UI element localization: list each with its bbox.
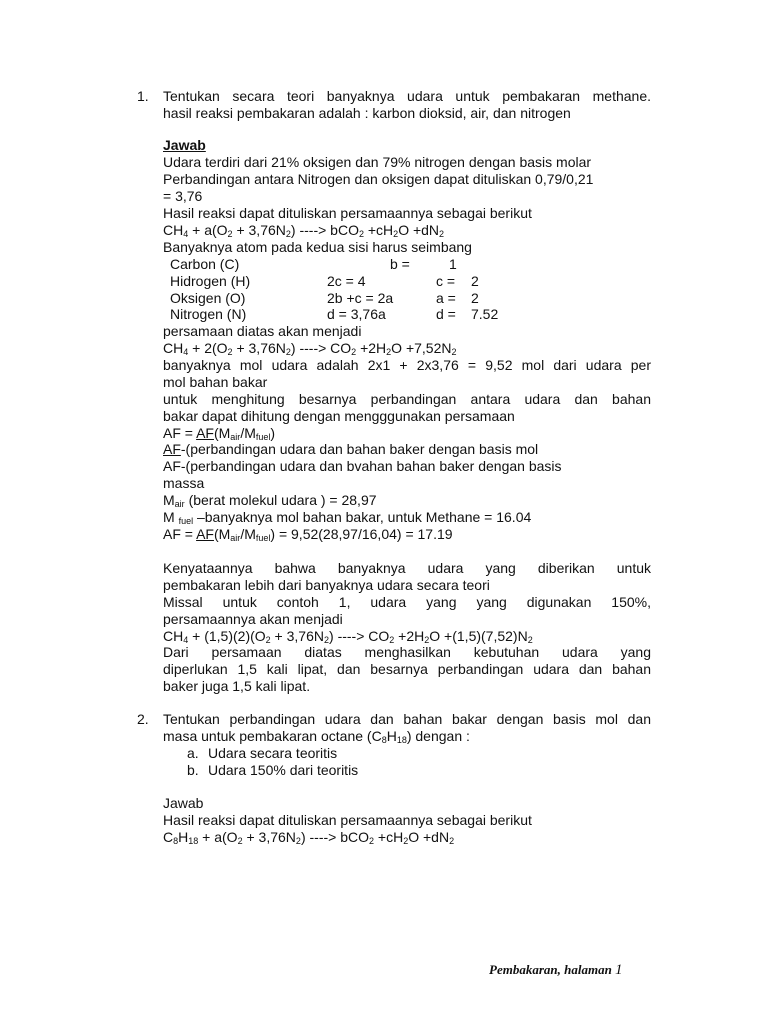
table-cell-value: 2 (471, 290, 479, 306)
text-line: Kenyataannya bahwa banyaknya udara yang diberikan untuk (163, 560, 651, 576)
table-cell-element: Oksigen (O) (170, 290, 246, 306)
af-calculation: AF = $AF(M_{air}/M_{fuel}) = 9,52(28,97/16,04) = 17.19$ (163, 526, 453, 543)
option-b-text: Udara 150% dari teoritis (208, 762, 359, 778)
table-cell-eq: 2c = 4 (327, 273, 366, 289)
page-footer: Pembakaran, halaman 1 (489, 962, 623, 978)
text-line: Dari persamaan diatas menghasilkan kebutuhan udara yang (163, 644, 651, 660)
text-line: diperlukan 1,5 kali lipat, dan besarnya perbandingan udara dan bahan (163, 661, 651, 677)
equation-1: $CH_4 + a(O_2 + 3,76N_2)$ ----> $bCO_2 +cH_2O +dN_2$ (163, 222, 445, 239)
table-cell-element: Nitrogen (N) (170, 306, 247, 322)
question-1-text: Tentukan secara teori banyaknya udara untuk pembakaran methane. (163, 88, 651, 104)
question-2-text: Tentukan perbandingan udara dan bahan bakar dengan basis mol dan (163, 711, 651, 727)
text-line: Hasil reaksi dapat dituliskan persamaannya sebagai berikut (163, 205, 532, 221)
text-line: Perbandingan antara Nitrogen dan oksigen dapat dituliskan 0,79/0,21 (163, 171, 594, 187)
text-line: = 3,76 (163, 188, 203, 204)
text-line: bakar dapat dihitung dengan mengggunakan persamaan (163, 408, 515, 424)
option-a-label: a. (187, 745, 199, 761)
option-a-text: Udara secara teoritis (208, 745, 338, 761)
equation-3: $CH_4 + (1,5)(2)(O_2 + 3,76N_2)$ ----> $CO_2 +2H_2O +(1,5)(7,52)N_2$ (163, 628, 533, 645)
text-line: pembakaran lebih dari banyaknya udara secara teori (163, 577, 490, 593)
answer-heading-2: Jawab (163, 795, 204, 811)
question-1-text-2: hasil reaksi pembakaran adalah : karbon dioksid, air, dan nitrogen (163, 105, 571, 121)
text-line: Missal untuk contoh 1, udara yang yang digunakan 150%, (163, 594, 651, 610)
question-2-number: 2. (137, 711, 149, 727)
text-line: persamaan diatas akan menjadi (163, 323, 362, 339)
text-line: Udara terdiri dari 21% oksigen dan 79% nitrogen dengan basis molar (163, 154, 592, 170)
af-definition-mol: AF-(perbandingan udara dan bahan baker dengan basis mol (163, 441, 539, 457)
table-cell-eq: d = 3,76a (327, 306, 386, 322)
equation-4: $C_8H_{18} + a(O_2 + 3,76N_2)$ ----> $bCO_2 +cH_2O +dN_2$ (163, 829, 455, 846)
table-cell-value: 1 (449, 256, 457, 272)
text-line: untuk menghitung besarnya perbandingan antara udara dan bahan (163, 391, 651, 407)
answer-heading: Jawab (163, 137, 206, 153)
table-cell-element: Carbon (C) (170, 256, 240, 272)
m-fuel-definition: M $_{fuel}$ –banyaknya mol bahan bakar, untuk Methane = 16.04 (163, 509, 532, 526)
text-line: banyaknya mol udara adalah 2x1 + 2x3,76 = 9,52 mol dari udara per (163, 357, 651, 373)
m-air-definition: $M_{air}$ (berat molekul udara ) = 28,97 (163, 492, 377, 509)
text-line: AF-(perbandingan udara dan bvahan bahan baker dengan basis (163, 458, 562, 474)
table-cell-var: d = (436, 306, 456, 322)
text-line: baker juga 1,5 kali lipat. (163, 678, 311, 694)
text-line: Banyaknya atom pada kedua sisi harus seimbang (163, 239, 472, 255)
question-2-text-2: masa untuk pembakaran octane $(C_8H_{18})$ dengan : (163, 728, 470, 745)
text-line: massa (163, 475, 205, 491)
text-line: Hasil reaksi dapat dituliskan persamaannya sebagai berikut (163, 812, 532, 828)
table-cell-eq: 2b +c = 2a (327, 290, 394, 306)
table-cell-value: 7.52 (471, 306, 499, 322)
table-cell-var: c = (436, 273, 456, 289)
table-cell-element: Hidrogen (H) (170, 273, 251, 289)
equation-2: $CH_4 + 2(O_2 + 3,76N_2)$ ----> $CO_2 +2H_2O +7,52N_2$ (163, 340, 457, 357)
question-1-number: 1. (137, 88, 149, 104)
table-cell-value: 2 (471, 273, 479, 289)
text-line: persamaannya akan menjadi (163, 611, 343, 627)
text-line: mol bahan bakar (163, 374, 268, 390)
table-cell-var: b = (390, 256, 410, 272)
table-cell-var: a = (436, 290, 456, 306)
option-b-label: b. (187, 762, 199, 778)
af-formula: AF = $AF(M_{air}/M_{fuel})$ (163, 425, 276, 442)
